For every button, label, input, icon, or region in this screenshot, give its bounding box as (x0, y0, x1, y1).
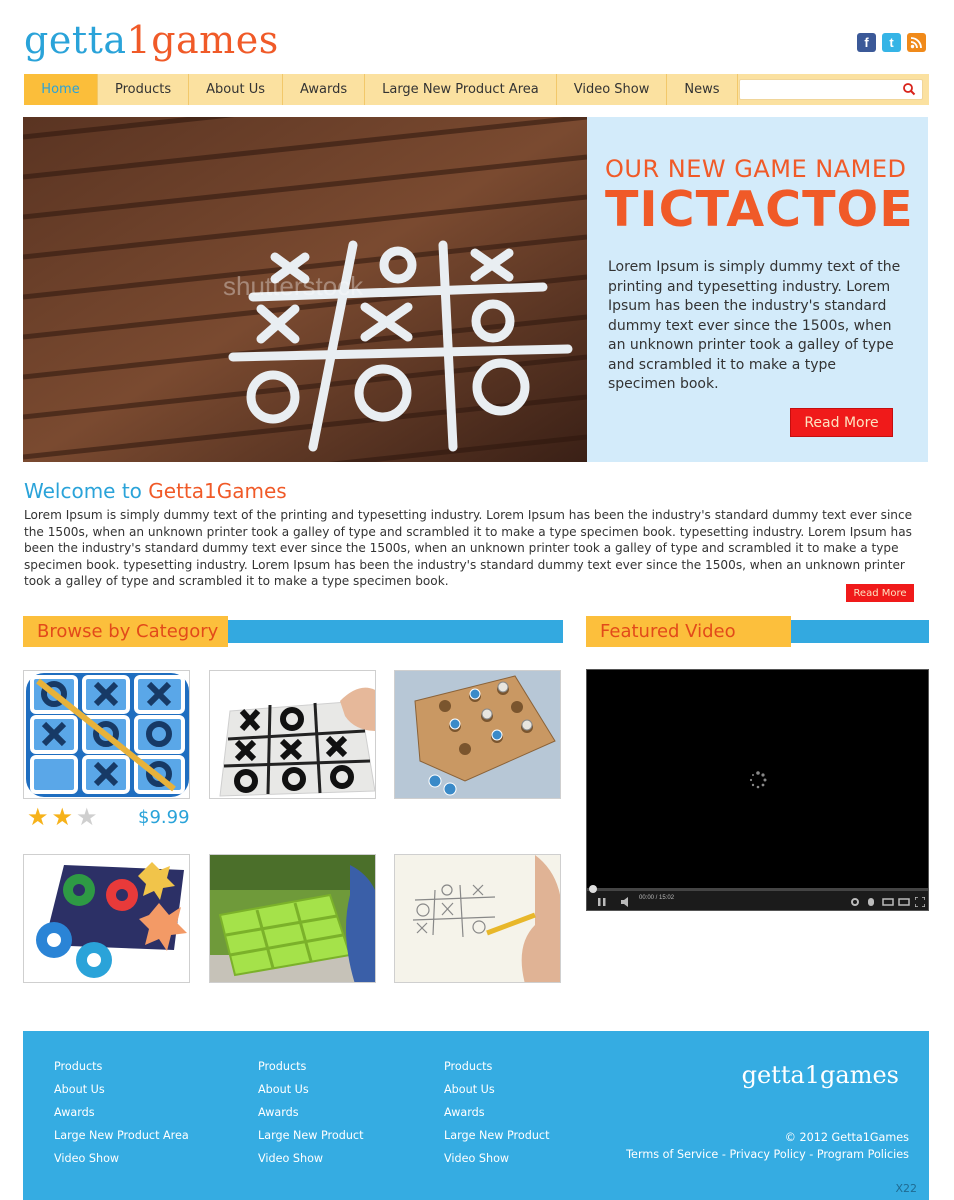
welcome-title (24, 479, 287, 503)
welcome-read-more-button[interactable]: Read More (846, 584, 914, 602)
footer-link-large-new-product-area[interactable]: Large New Product Area (54, 1129, 189, 1142)
video-section-title: Featured Video (586, 616, 791, 647)
wooden-tictactoe-board-image (210, 671, 376, 799)
welcome-text: Lorem Ipsum is simply dummy text of the printing and typesetting industry. Lorem Ipsum has been the industry's standard dummy text ever since the 1500s, when an unknown printer took a galley of type and scrambled it to make a type specimen book. typesetting industry. Lorem Ipsum has been the industry's standard dummy text ever since the 1500s, when an unknown printer took a galley of type and scrambled it to make a type specimen book. typesetting industry. Lorem Ipsum has been the industry's standard dummy text ever since the 1500s, when an unknown printer took a galley of type and scrambled it to make a type specimen book. (24, 508, 913, 589)
tictactoe-app-icon-image (24, 671, 190, 799)
video-scrubber-handle[interactable] (589, 885, 597, 893)
volume-icon[interactable] (621, 897, 633, 907)
footer-link-products[interactable]: Products (54, 1060, 103, 1073)
site-logo[interactable] (24, 16, 279, 64)
video-progress-bar[interactable] (587, 888, 928, 891)
popout-icon[interactable] (898, 897, 910, 907)
category-thumb-4[interactable] (23, 854, 190, 983)
rss-glyph (910, 36, 923, 49)
hero-text-block (605, 155, 915, 395)
footer-policy-links[interactable]: Terms of Service - Privacy Policy - Program Policies (626, 1148, 909, 1161)
annotations-icon[interactable] (866, 897, 876, 907)
category-thumb-1[interactable] (23, 670, 190, 799)
footer-link-products[interactable]: Products (258, 1060, 307, 1073)
nav-item-awards[interactable]: Awards (283, 74, 365, 105)
footer-link-video-show[interactable]: Video Show (54, 1152, 120, 1165)
hero-title: TICTACTOE (605, 181, 914, 238)
nav-item-products[interactable]: Products (98, 74, 189, 105)
main-nav (24, 74, 929, 105)
category-thumb-3[interactable] (394, 670, 561, 799)
footer-link-large-new-product[interactable]: Large New Product (258, 1129, 364, 1142)
category-thumb-5[interactable] (209, 854, 376, 983)
category-thumb-6[interactable] (394, 854, 561, 983)
video-controls (587, 888, 928, 910)
hero-description: Lorem Ipsum is simply dummy text of the printing and typesetting industry. Lorem Ipsum has been the industry's standard dummy text ever since the 1500s, when an unknown printer took a galley of type and scrambled it to make a type specimen book. (608, 259, 901, 392)
welcome-title-accent: Getta1Games (148, 479, 287, 503)
hero-banner (23, 117, 928, 462)
video-section-header (586, 616, 929, 647)
video-player[interactable] (586, 669, 929, 911)
paper-tictactoe-image (395, 855, 561, 983)
nav-item-large-new-product-area[interactable]: Large New Product Area (365, 74, 557, 105)
logo-text-part1: getta (24, 18, 127, 62)
footer-code: X22 (895, 1182, 917, 1195)
browse-section-header (23, 616, 563, 647)
category-thumb-2[interactable] (209, 670, 376, 799)
fullscreen-icon[interactable] (915, 897, 925, 907)
footer-copyright: © 2012 Getta1Games (784, 1131, 909, 1144)
nav-item-news[interactable]: News (667, 74, 737, 105)
browse-section-title: Browse by Category (23, 616, 228, 647)
marble-tictactoe-image (395, 671, 561, 799)
search-input[interactable] (739, 79, 923, 100)
hero-subtitle: OUR NEW GAME NAMED (605, 155, 907, 183)
settings-gear-icon[interactable] (850, 897, 860, 907)
footer-link-about-us[interactable]: About Us (54, 1083, 105, 1096)
twitter-icon[interactable]: t (882, 33, 901, 52)
star-filled-icon: ★ (51, 803, 74, 831)
footer-link-video-show[interactable]: Video Show (258, 1152, 324, 1165)
felt-tictactoe-image (24, 855, 190, 983)
hero-read-more-button[interactable]: Read More (790, 408, 893, 437)
welcome-title-main: Welcome to (24, 479, 149, 503)
hero-image (23, 117, 587, 462)
nav-item-video-show[interactable]: Video Show (557, 74, 668, 105)
logo-text-part2: 1 (126, 18, 152, 62)
logo-text-part3: games (151, 18, 279, 62)
star-empty-icon: ★ (76, 803, 98, 831)
loading-spinner-icon (748, 770, 768, 790)
footer-link-about-us[interactable]: About Us (258, 1083, 309, 1096)
footer-link-awards[interactable]: Awards (54, 1106, 95, 1119)
footer-column-1 (54, 1055, 189, 1170)
video-time: 00:00 / 15:02 (639, 895, 675, 901)
theater-mode-icon[interactable] (882, 897, 894, 907)
hero-watermark: shutterstock (223, 271, 364, 301)
garden-tictactoe-image (210, 855, 376, 983)
footer-link-awards[interactable]: Awards (444, 1106, 485, 1119)
nav-item-home[interactable]: Home (24, 74, 98, 105)
social-links (857, 33, 926, 52)
footer-column-2 (258, 1055, 363, 1170)
site-footer (23, 1031, 929, 1200)
footer-link-video-show[interactable]: Video Show (444, 1152, 510, 1165)
facebook-icon[interactable]: f (857, 33, 876, 52)
footer-link-awards[interactable]: Awards (258, 1106, 299, 1119)
product-rating (27, 803, 98, 831)
footer-logo[interactable]: getta1games (741, 1061, 899, 1089)
pause-icon[interactable] (597, 897, 607, 907)
rss-icon[interactable] (907, 33, 926, 52)
product-price: $9.99 (138, 807, 190, 828)
footer-link-large-new-product[interactable]: Large New Product (444, 1129, 550, 1142)
nav-item-about-us[interactable]: About Us (189, 74, 283, 105)
search-icon[interactable] (902, 82, 916, 96)
star-filled-icon: ★ (27, 803, 49, 831)
tictactoe-board-photo (23, 117, 587, 462)
footer-link-products[interactable]: Products (444, 1060, 493, 1073)
footer-link-about-us[interactable]: About Us (444, 1083, 495, 1096)
footer-column-3 (444, 1055, 549, 1170)
